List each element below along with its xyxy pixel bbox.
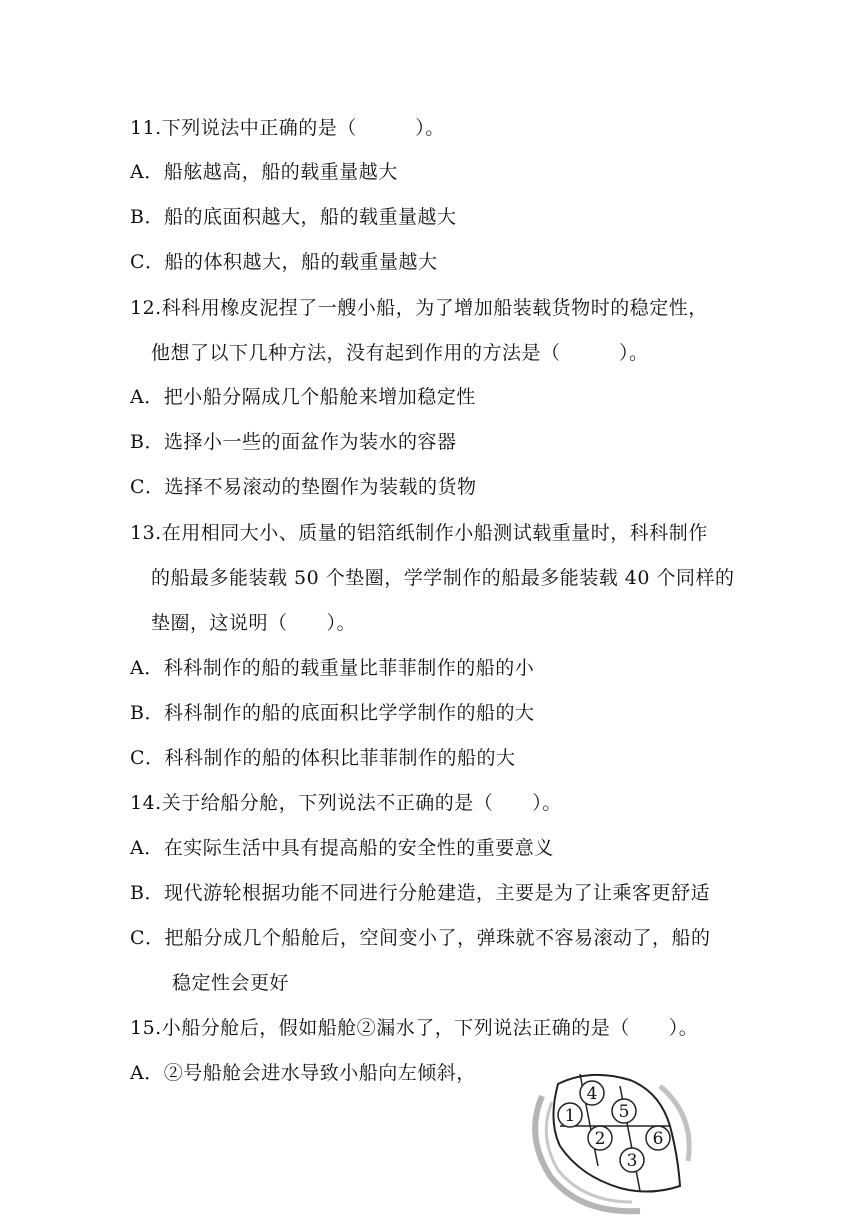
question-13-stem-cont: 的船最多能装载 50 个垫圈，学学制作的船最多能装载 40 个同样的 xyxy=(151,567,735,589)
compartment-5-label: 5 xyxy=(618,1102,630,1122)
question-12-stem-cont: 他想了以下几种方法，没有起到作用的方法是（ ）。 xyxy=(151,342,649,364)
question-11-option-a: A．船舷越高，船的载重量越大 xyxy=(130,161,398,183)
question-13-stem-cont2: 垫圈，这说明（ ）。 xyxy=(151,612,357,634)
compartment-2-label: 2 xyxy=(594,1129,606,1149)
question-12-option-a: A．把小船分隔成几个船舱来增加稳定性 xyxy=(130,386,476,408)
question-14-option-c: C．把船分成几个船舱后，空间变小了，弹珠就不容易滚动了，船的 xyxy=(130,927,711,949)
question-15-option-a: A．②号船舱会进水导致小船向左倾斜， xyxy=(130,1062,476,1084)
question-13-option-c: C．科科制作的船的体积比菲菲制作的船的大 xyxy=(130,747,516,769)
compartment-4-label: 4 xyxy=(586,1084,598,1104)
question-14-option-a: A．在实际生活中具有提高船的安全性的重要意义 xyxy=(130,837,554,859)
question-11-option-b: B．船的底面积越大，船的载重量越大 xyxy=(130,206,457,228)
question-13-option-b: B．科科制作的船的底面积比学学制作的船的大 xyxy=(130,702,535,724)
question-15-stem: 15.小船分舱后，假如船舱②漏水了，下列说法正确的是（ ）。 xyxy=(130,1017,699,1039)
compartment-3-label: 3 xyxy=(626,1151,638,1171)
question-11-option-c: C．船的体积越大，船的载重量越大 xyxy=(130,251,438,273)
question-13-stem: 13.在用相同大小、质量的铝箔纸制作小船测试载重量时，科科制作 xyxy=(130,522,708,544)
boat-compartment-figure xyxy=(520,1066,700,1216)
question-13-option-a: A．科科制作的船的载重量比菲菲制作的船的小 xyxy=(130,657,535,679)
question-14-option-b: B．现代游轮根据功能不同进行分舱建造，主要是为了让乘客更舒适 xyxy=(130,882,710,904)
compartment-1-label: 1 xyxy=(564,1106,576,1126)
question-11-stem: 11.下列说法中正确的是（ ）。 xyxy=(130,117,445,139)
question-14-option-c-cont: 稳定性会更好 xyxy=(172,972,290,994)
question-12-option-b: B．选择小一些的面盆作为装水的容器 xyxy=(130,431,457,453)
question-12-stem: 12.科科用橡皮泥捏了一艘小船，为了增加船装载货物时的稳定性， xyxy=(130,297,708,319)
compartment-6-label: 6 xyxy=(652,1129,664,1149)
question-12-option-c: C．选择不易滚动的垫圈作为装载的货物 xyxy=(130,476,477,498)
question-14-stem: 14.关于给船分舱，下列说法不正确的是（ ）。 xyxy=(130,792,562,814)
